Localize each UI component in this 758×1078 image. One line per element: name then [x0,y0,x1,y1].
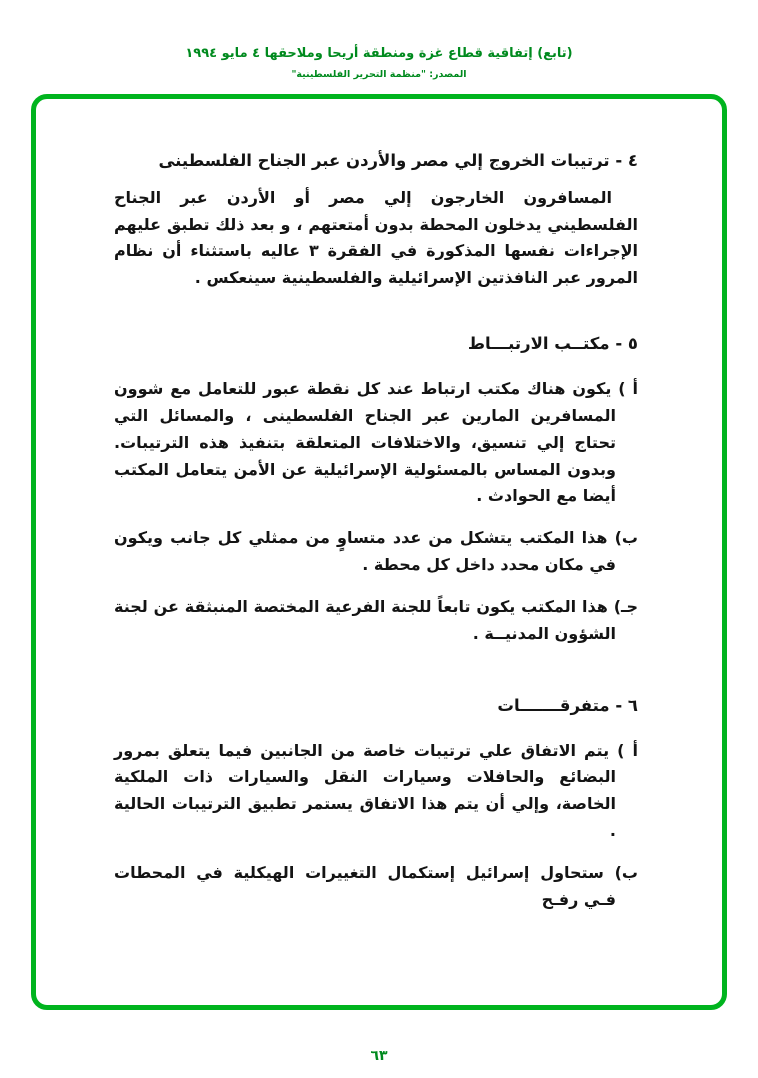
section-5-heading: ٥ - مكتــب الارتبـــاط [467,334,638,354]
section-5-item-a [114,376,638,510]
item-label: جـ) [613,597,638,617]
section-6-item-a [114,738,638,846]
section-6-item-b [114,860,638,914]
document-frame [31,94,727,1010]
section-6-heading: ٦ - متفرقـــــــات [497,695,638,715]
section-4-paragraph: المسافرون الخارجون إلي مصر أو الأردن عبر الجناح الفلسطيني يدخلون المحطة بدون أمتعتهم ، و بعد ذلك تطبق عليهم الإجراءات نفسها المذكورة في الفقرة ٣ عاليه باستثناء أن نظام المرور عبر النافذتين الإسرائيلية والفلسطينية سينعكس . [114,187,638,288]
item-text: يتم الاتفاق علي ترتيبات خاصة من الجانبين فيما يتعلق بمرور البضائع والحافلات وسيارات النقل والسيارات ذات الملكية الخاصة، وإلي أن يتم هذا الاتفاق يستمر تطبيق الترتيبات الحالية . [114,740,616,841]
item-label: أ ) [618,378,638,398]
item-text: هذا المكتب يتشكل من عدد متساوٍ من ممثلي كل جانب ويكون في مكان محدد داخل كل محطة . [114,528,616,575]
page-number: ٦٣ [370,1048,388,1064]
item-text: هذا المكتب يكون تابعاً للجنة الفرعية المختصة المنبثقة عن لجنة الشؤون المدنيــة . [114,597,616,643]
section-5-item-j [114,594,638,648]
item-label: ب) [614,863,638,883]
item-text: ستحاول إسرائيل إستكمال التغييرات الهيكلية في المحطات فـي رفـح [114,863,616,909]
document-content [36,99,722,914]
item-label: ب) [614,528,638,548]
document-source: المصدر: "منظمة التحرير الفلسطينية" [291,69,467,80]
document-title: (تابع) إتفاقية قطاع غزة ومنطقة أريحا وملاحقها ٤ مايو ١٩٩٤ [185,46,573,61]
section-4-heading: ٤ - ترتيبات الخروج إلي مصر والأردن عبر الجناح الفلسطينى [158,151,638,170]
item-label: أ ) [617,740,638,760]
section-5-item-b [114,525,638,579]
item-text: يكون هناك مكتب ارتباط عند كل نقطة عبور للتعامل مع شوون المسافرين المارين عبر الجناح الفلسطينى ، والمسائل التي تحتاج إلي تنسيق، والاختلافات المتعلقة بتنفيذ هذه الترتيبات. وبدون المساس بالمسئولية الإسرائيلية عن الأمن يتعامل المكتب أيضا مع الحوادث . [114,378,616,506]
scan-header [0,0,758,80]
